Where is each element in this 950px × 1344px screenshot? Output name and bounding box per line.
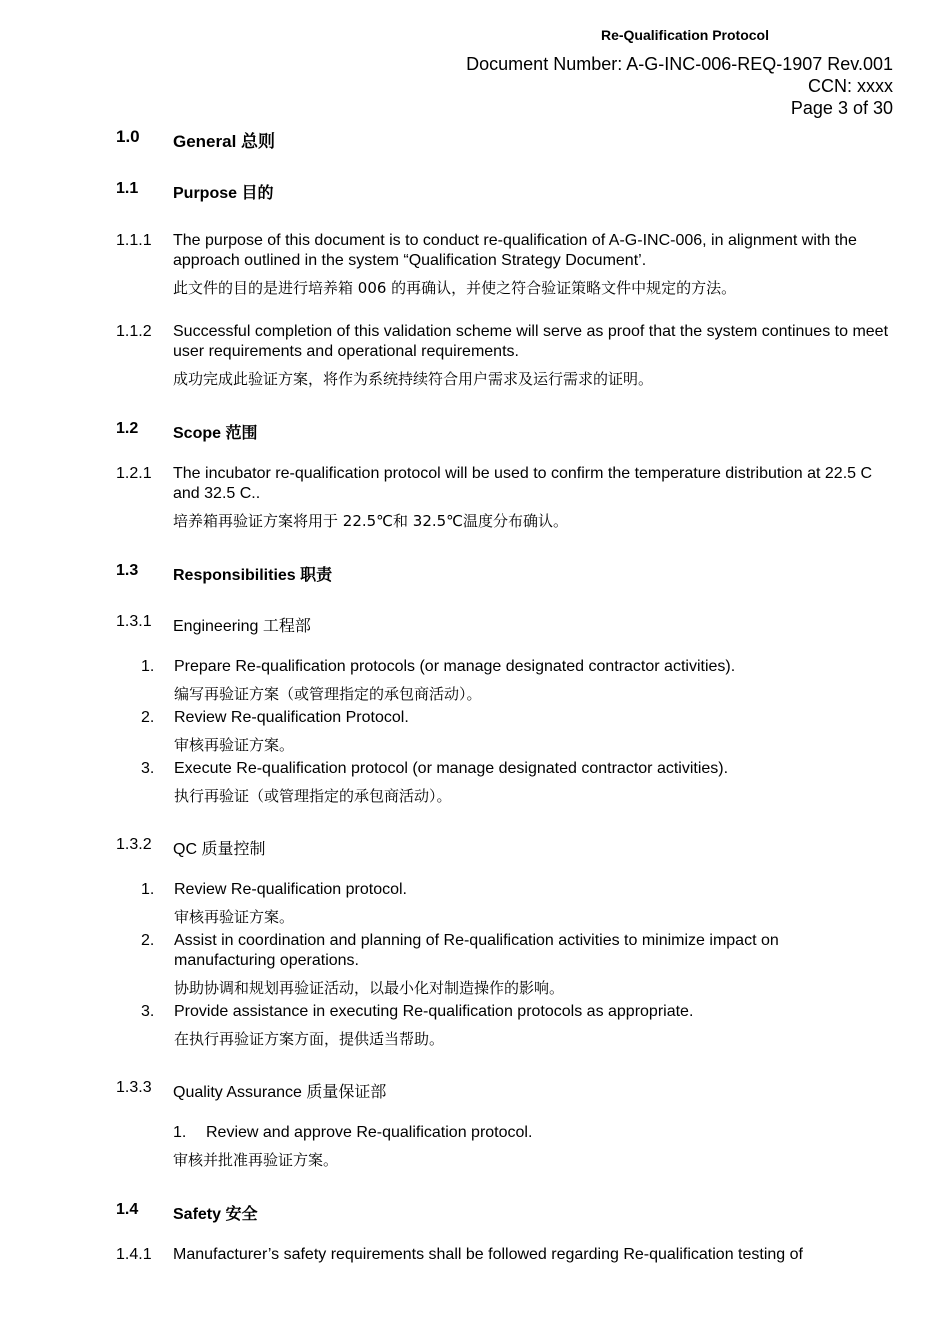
clause-text-1-1-2-zh: 成功完成此验证方案，将作为系统持续符合用户需求及运行需求的证明。	[173, 370, 654, 388]
clause-title-engineering: Engineering 工程部	[173, 618, 311, 635]
clause-number-1-4-1: 1.4.1	[116, 1246, 152, 1263]
list-item-text: Prepare Re-qualification protocols (or manage designated contractor activities).	[174, 658, 736, 675]
document-number: Document Number: A-G-INC-006-REQ-1907 Rev.001	[466, 54, 893, 74]
list-item-text-zh: 执行再验证（或管理指定的承包商活动）。	[174, 787, 452, 805]
clause-number-1-2-1: 1.2.1	[116, 465, 152, 482]
clause-number-1-1-2: 1.1.2	[116, 323, 152, 340]
list-item-text: Review and approve Re-qualification protocol.	[206, 1124, 533, 1141]
section-number-1-2: 1.2	[116, 420, 139, 437]
list-item-number: 3.	[141, 760, 155, 777]
list-item-text-zh: 编写再验证方案（或管理指定的承包商活动）。	[174, 685, 482, 703]
list-item-text-zh: 审核并批准再验证方案。	[173, 1151, 339, 1169]
clause-text-1-1-2: Successful completion of this validation scheme will serve as proof that the system continues to meet user requirements and operational requirements.	[173, 323, 889, 360]
list-item-text: Assist in coordination and planning of Re-qualification activities to minimize impact on manufacturing operations.	[174, 932, 779, 969]
clause-text-1-4-1: Manufacturer’s safety requirements shall be followed regarding Re-qualification testing of	[173, 1246, 803, 1263]
page-number: Page 3 of 30	[790, 98, 893, 118]
list-item-text-zh: 审核再验证方案。	[174, 908, 295, 926]
section-number-1-3: 1.3	[116, 562, 139, 579]
clause-text-1-2-1-zh: 培养箱再验证方案将用于 22.5℃和 32.5℃温度分布确认。	[173, 512, 569, 530]
clause-text-1-2-1: The incubator re-qualification protocol will be used to confirm the temperature distribution at 22.5 C and 32.5 C..	[173, 465, 873, 502]
list-item-text-zh: 在执行再验证方案方面，提供适当帮助。	[174, 1030, 445, 1048]
list-item-text-zh: 审核再验证方案。	[174, 736, 295, 754]
section-number-1-4: 1.4	[116, 1201, 139, 1218]
clause-text-1-1-1: The purpose of this document is to conduct re-qualification of A-G-INC-006, in alignment with the approach outlined in the system “Qualification Strategy Document’.	[173, 232, 857, 269]
list-item-number: 1.	[173, 1124, 187, 1141]
section-number-1-0: 1.0	[116, 127, 140, 146]
section-title-purpose: Purpose 目的	[173, 185, 274, 202]
section-title-scope: Scope 范围	[173, 425, 258, 442]
clause-number-1-3-2: 1.3.2	[116, 836, 152, 853]
clause-title-quality-assurance: Quality Assurance 质量保证部	[173, 1084, 387, 1101]
list-item-number: 2.	[141, 932, 155, 949]
ccn: CCN: xxxx	[808, 76, 893, 96]
list-item-number: 1.	[141, 658, 155, 675]
list-item-number: 3.	[141, 1003, 155, 1020]
list-item-text: Provide assistance in executing Re-qualification protocols as appropriate.	[174, 1003, 694, 1020]
section-title-general: General 总则	[173, 132, 276, 151]
protocol-title: Re-Qualification Protocol	[600, 27, 769, 43]
section-number-1-1: 1.1	[116, 180, 139, 197]
list-item-number: 1.	[141, 881, 155, 898]
clause-number-1-3-3: 1.3.3	[116, 1079, 152, 1096]
clause-text-1-1-1-zh: 此文件的目的是进行培养箱 006 的再确认，并使之符合验证策略文件中规定的方法。	[173, 279, 737, 297]
section-title-responsibilities: Responsibilities 职责	[173, 567, 333, 584]
list-item-text: Execute Re-qualification protocol (or manage designated contractor activities).	[174, 760, 729, 777]
section-title-safety: Safety 安全	[173, 1206, 258, 1223]
clause-title-qc: QC 质量控制	[173, 841, 266, 858]
clause-number-1-1-1: 1.1.1	[116, 232, 152, 249]
list-item-text-zh: 协助协调和规划再验证活动，以最小化对制造操作的影响。	[174, 979, 565, 997]
list-item-text: Review Re-qualification Protocol.	[174, 709, 409, 726]
list-item-number: 2.	[141, 709, 155, 726]
list-item-text: Review Re-qualification protocol.	[174, 881, 407, 898]
clause-number-1-3-1: 1.3.1	[116, 613, 152, 630]
